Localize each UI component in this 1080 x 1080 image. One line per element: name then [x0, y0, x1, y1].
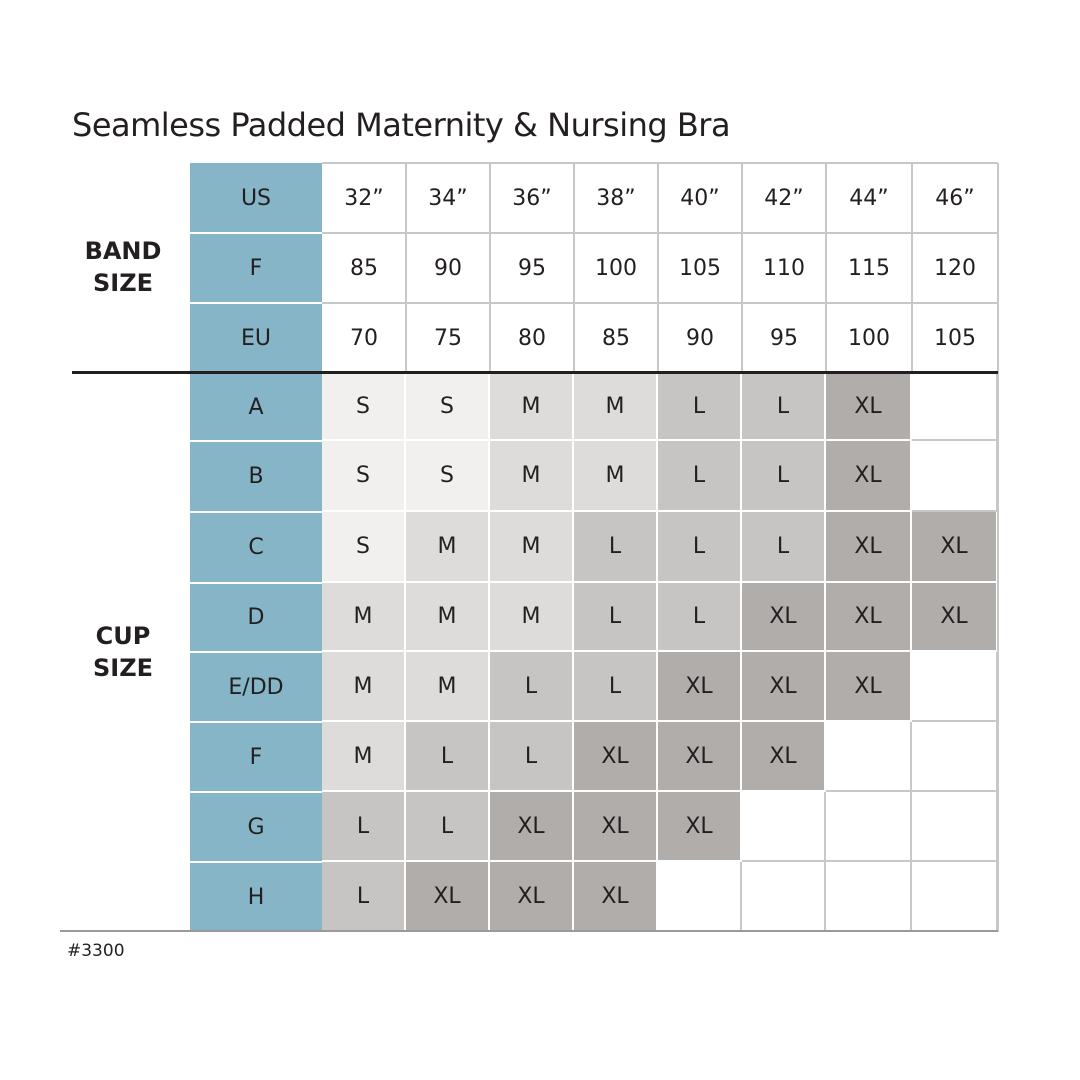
blue-column-separator: [190, 721, 322, 723]
band-size-cell: 100: [595, 255, 637, 281]
cup-row-label: H: [247, 884, 265, 910]
section-divider: [72, 371, 998, 374]
blue-column-separator: [190, 791, 322, 793]
cup-size-cell: L: [406, 722, 490, 792]
cup-size-cell: XL: [406, 862, 490, 932]
blue-column-separator: [190, 302, 322, 304]
band-size-cell: 46”: [935, 185, 975, 211]
band-size-cell: 44”: [849, 185, 889, 211]
grid-line: [825, 163, 827, 373]
grid-line: [911, 163, 913, 373]
band-size-cell: 40”: [680, 185, 720, 211]
cup-size-cell: [912, 792, 998, 862]
cup-size-cell: XL: [742, 722, 826, 792]
cup-size-cell: S: [322, 512, 406, 583]
cup-size-cell: S: [406, 441, 490, 512]
page-title: Seamless Padded Maternity & Nursing Bra: [72, 106, 731, 144]
band-size-cell: 36”: [512, 185, 552, 211]
cup-size-cell: [742, 862, 826, 932]
band-size-cell: 85: [602, 325, 630, 351]
blue-column-separator: [190, 861, 322, 863]
grid-line: [573, 163, 575, 373]
band-size-cell: 100: [848, 325, 890, 351]
cup-size-cell: M: [490, 441, 574, 512]
band-size-cell: 42”: [764, 185, 804, 211]
band-size-cell: 105: [679, 255, 721, 281]
cup-size-cell: XL: [658, 792, 742, 862]
product-code: #3300: [67, 941, 125, 961]
cup-size-cell: M: [406, 512, 490, 583]
cup-size-cell: XL: [826, 652, 912, 722]
band-size-cell: 80: [518, 325, 546, 351]
cup-row-label: B: [248, 464, 264, 489]
cup-size-cell: L: [742, 441, 826, 512]
cup-size-cell: XL: [742, 583, 826, 652]
cup-size-cell: L: [658, 512, 742, 583]
band-size-cell: 90: [686, 325, 714, 351]
cup-size-cell: M: [490, 373, 574, 441]
band-size-label-line: BAND: [84, 237, 162, 265]
blue-column-separator: [190, 651, 322, 653]
cup-size-cell: M: [574, 441, 658, 512]
cup-size-cell: M: [406, 652, 490, 722]
band-size-cell: 90: [434, 255, 462, 281]
cup-size-cell: M: [490, 583, 574, 652]
cup-size-cell: L: [490, 652, 574, 722]
band-size-cell: 95: [770, 325, 798, 351]
cup-size-cell: [912, 722, 998, 792]
cup-size-cell: XL: [490, 862, 574, 932]
grid-line: [322, 232, 998, 234]
grid-line: [405, 163, 407, 373]
cup-row-label: D: [247, 605, 265, 630]
cup-size-cell: L: [322, 862, 406, 932]
band-size-cell: 95: [518, 255, 546, 281]
band-size-cell: 70: [350, 325, 378, 351]
cup-size-cell: M: [322, 583, 406, 652]
cup-size-cell: XL: [658, 652, 742, 722]
grid-line: [489, 163, 491, 373]
band-size-cell: 38”: [596, 185, 636, 211]
cup-size-cell: XL: [826, 583, 912, 652]
cup-size-cell: L: [574, 512, 658, 583]
band-size-label-line: SIZE: [92, 269, 153, 297]
cup-row-label: F: [249, 744, 263, 770]
band-row-label: F: [249, 255, 263, 281]
grid-line: [322, 302, 998, 304]
cup-size-cell: S: [322, 441, 406, 512]
band-size-cell: 115: [848, 255, 890, 281]
blue-column-separator: [190, 582, 322, 584]
grid-line: [657, 163, 659, 373]
cup-size-cell: M: [406, 583, 490, 652]
cup-size-cell: L: [574, 652, 658, 722]
cup-row-label: C: [248, 535, 264, 560]
cup-size-cell: XL: [826, 373, 912, 441]
cup-size-label-line: CUP: [95, 622, 151, 650]
band-size-cell: 75: [434, 325, 462, 351]
cup-row-label: A: [248, 394, 264, 420]
cup-size-cell: L: [490, 722, 574, 792]
grid-line: [741, 163, 743, 373]
cup-size-cell: XL: [490, 792, 574, 862]
cup-size-cell: M: [574, 373, 658, 441]
band-size-cell: 120: [934, 255, 976, 281]
band-size-cell: 110: [763, 255, 805, 281]
cup-size-cell: XL: [574, 862, 658, 932]
cup-size-cell: [912, 862, 998, 932]
cup-size-cell: XL: [742, 652, 826, 722]
cup-size-cell: [826, 722, 912, 792]
band-row-label: US: [240, 185, 272, 211]
cup-size-cell: [912, 373, 998, 441]
cup-size-cell: M: [322, 722, 406, 792]
band-row-label: EU: [240, 325, 271, 351]
band-size-label: [60, 235, 186, 299]
cup-size-cell: L: [658, 583, 742, 652]
cup-size-cell: [742, 792, 826, 862]
blue-column-separator: [190, 440, 322, 442]
blue-column-separator: [190, 232, 322, 234]
cup-size-label: [60, 620, 186, 684]
cup-size-cell: L: [742, 373, 826, 441]
cup-size-label-line: SIZE: [92, 654, 153, 682]
grid-line: [322, 162, 998, 164]
cup-size-cell: S: [406, 373, 490, 441]
blue-column-separator: [190, 511, 322, 513]
cup-row-label: E/DD: [228, 674, 284, 700]
cup-size-cell: [912, 652, 998, 722]
cup-size-cell: L: [322, 792, 406, 862]
cup-size-cell: XL: [574, 722, 658, 792]
cup-size-cell: M: [322, 652, 406, 722]
cup-size-cell: S: [322, 373, 406, 441]
cup-size-cell: L: [658, 373, 742, 441]
cup-size-cell: L: [406, 792, 490, 862]
band-size-cell: 85: [350, 255, 378, 281]
bottom-rule: [60, 930, 998, 932]
cup-size-cell: L: [742, 512, 826, 583]
cup-row-label: G: [247, 814, 265, 840]
cup-size-cell: [912, 441, 998, 512]
grid-line: [997, 163, 999, 932]
cup-size-cell: XL: [826, 512, 912, 583]
cup-size-cell: [658, 862, 742, 932]
cup-size-cell: XL: [574, 792, 658, 862]
cup-size-cell: [826, 862, 912, 932]
cup-size-cell: M: [490, 512, 574, 583]
cup-size-cell: L: [574, 583, 658, 652]
band-size-cell: 34”: [428, 185, 468, 211]
band-size-cell: 105: [934, 325, 976, 351]
band-size-cell: 32”: [344, 185, 384, 211]
cup-size-cell: L: [658, 441, 742, 512]
cup-size-cell: XL: [912, 583, 998, 652]
cup-size-cell: [826, 792, 912, 862]
cup-size-cell: XL: [658, 722, 742, 792]
cup-size-cell: XL: [912, 512, 998, 583]
cup-size-cell: XL: [826, 441, 912, 512]
